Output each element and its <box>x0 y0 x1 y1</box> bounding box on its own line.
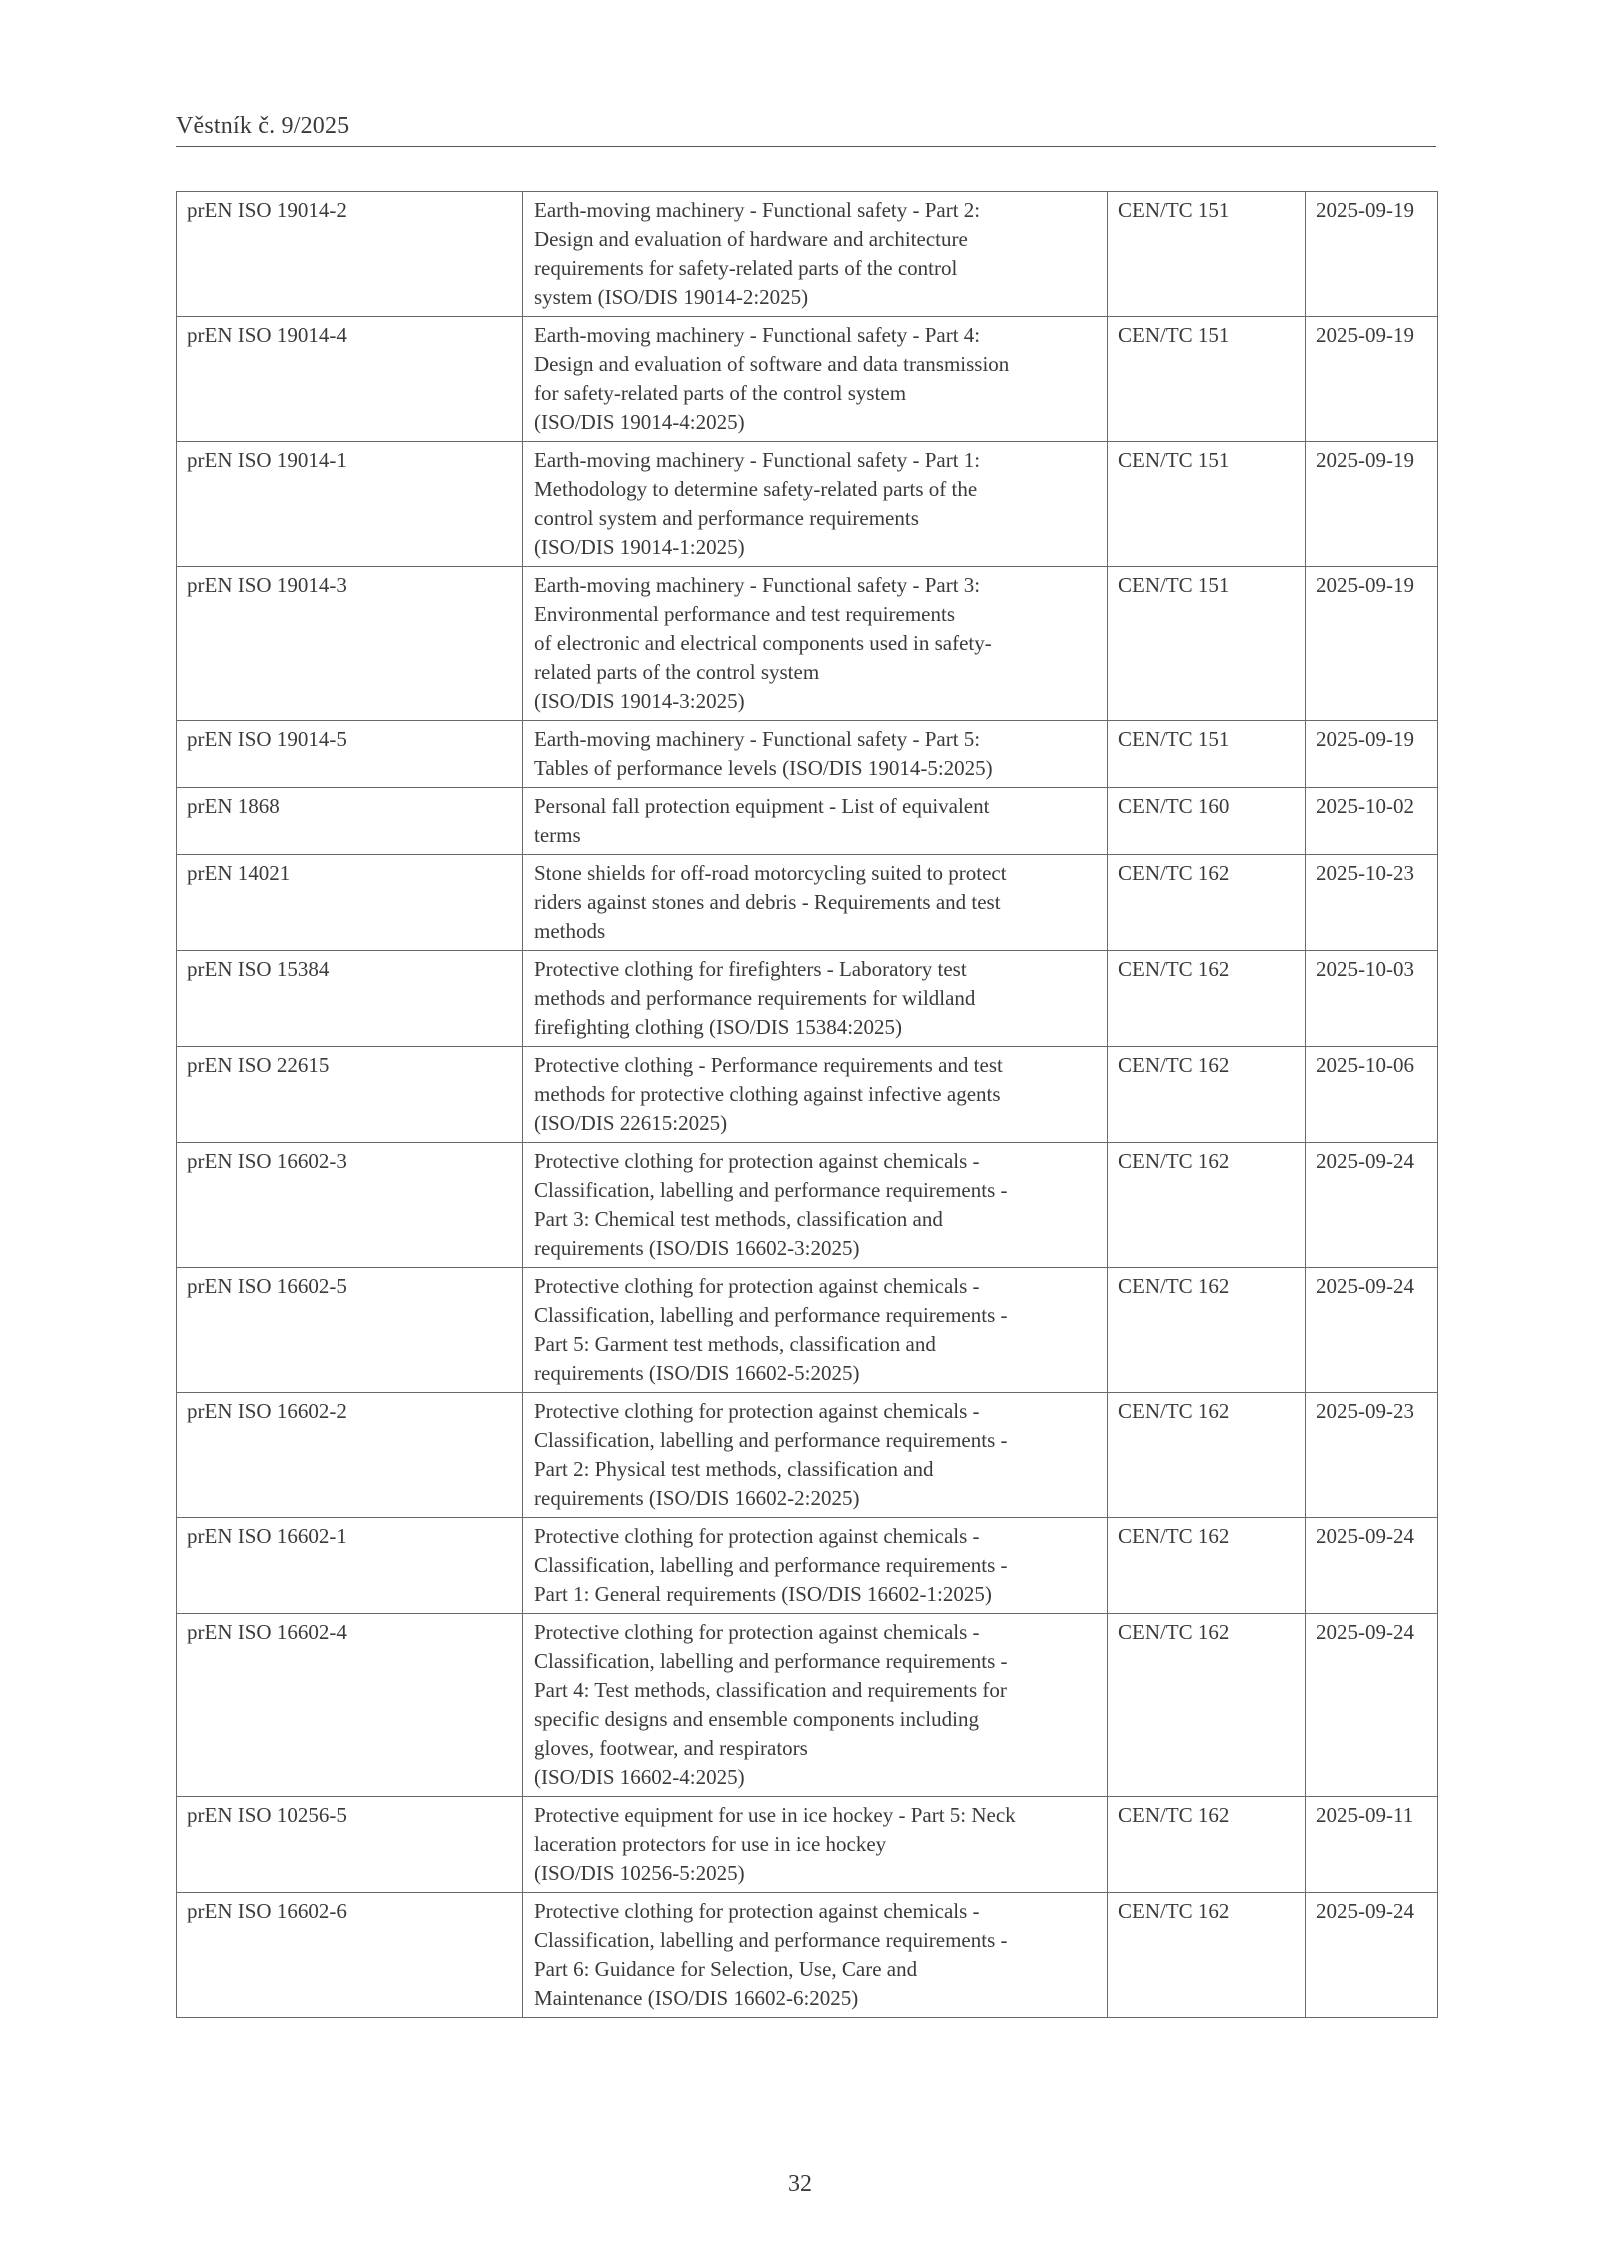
standard-title-line: system (ISO/DIS 19014-2:2025) <box>534 285 809 309</box>
standard-code-cell: prEN ISO 19014-3 <box>177 567 523 721</box>
standard-title-line: (ISO/DIS 22615:2025) <box>534 1111 728 1135</box>
standard-title-line: Part 1: General requirements (ISO/DIS 16602-1:2025) <box>534 1582 992 1606</box>
standards-table-body <box>177 192 1438 2018</box>
standard-code-cell: prEN ISO 10256-5 <box>177 1797 523 1893</box>
comment-deadline-cell: 2025-09-19 <box>1306 567 1438 721</box>
standard-code-cell: prEN ISO 22615 <box>177 1047 523 1143</box>
standard-title-line: requirements (ISO/DIS 16602-5:2025) <box>534 1361 860 1385</box>
standard-title-line: Tables of performance levels (ISO/DIS 19014-5:2025) <box>534 756 993 780</box>
table-row <box>177 788 1438 855</box>
standard-title-cell <box>523 721 1108 788</box>
standard-title-cell <box>523 1893 1108 2018</box>
standard-title-cell <box>523 1393 1108 1518</box>
standard-title-line: Part 4: Test methods, classification and requirements for <box>534 1678 1007 1702</box>
standard-title-line: Protective clothing for protection against chemicals - <box>534 1620 980 1644</box>
standard-title-line: Environmental performance and test requirements <box>534 602 956 626</box>
comment-deadline-cell: 2025-09-24 <box>1306 1893 1438 2018</box>
comment-deadline-cell: 2025-10-23 <box>1306 855 1438 951</box>
standard-title-line: Design and evaluation of software and data transmission <box>534 352 1010 376</box>
standard-title-line: Protective clothing for protection against chemicals - <box>534 1899 980 1923</box>
table-row <box>177 855 1438 951</box>
technical-committee-cell: CEN/TC 151 <box>1108 721 1306 788</box>
table-row <box>177 721 1438 788</box>
technical-committee-cell: CEN/TC 162 <box>1108 1268 1306 1393</box>
standard-title-line: Stone shields for off-road motorcycling suited to protect <box>534 861 1007 885</box>
standard-title-line: control system and performance requirements <box>534 506 919 530</box>
standard-title-line: Classification, labelling and performance requirements - <box>534 1428 1008 1452</box>
standard-title-line: Protective clothing - Performance requirements and test <box>534 1053 1003 1077</box>
table-row <box>177 1047 1438 1143</box>
standard-title-line: laceration protectors for use in ice hockey <box>534 1832 887 1856</box>
standard-title-cell <box>523 951 1108 1047</box>
standard-title-line: methods <box>534 919 606 943</box>
standard-title-cell <box>523 192 1108 317</box>
standard-title-line: Maintenance (ISO/DIS 16602-6:2025) <box>534 1986 859 2010</box>
technical-committee-cell: CEN/TC 151 <box>1108 317 1306 442</box>
page-number: 32 <box>788 2171 812 2197</box>
bulletin-title: Věstník č. 9/2025 <box>176 113 350 139</box>
standard-title-cell <box>523 1047 1108 1143</box>
standard-title-line: methods and performance requirements for wildland <box>534 986 976 1010</box>
standard-title-cell <box>523 855 1108 951</box>
standard-title-line: Classification, labelling and performance requirements - <box>534 1178 1008 1202</box>
technical-committee-cell: CEN/TC 162 <box>1108 951 1306 1047</box>
standards-table-container <box>176 191 1437 2018</box>
standard-title-cell <box>523 1797 1108 1893</box>
technical-committee-cell: CEN/TC 162 <box>1108 1518 1306 1614</box>
standard-title-line: Protective clothing for protection against chemicals - <box>534 1524 980 1548</box>
comment-deadline-cell: 2025-09-19 <box>1306 317 1438 442</box>
technical-committee-cell: CEN/TC 162 <box>1108 855 1306 951</box>
table-row <box>177 1797 1438 1893</box>
standard-title-line: Earth-moving machinery - Functional safety - Part 4: <box>534 323 981 347</box>
standard-title-line: terms <box>534 823 581 847</box>
standard-title-cell <box>523 567 1108 721</box>
comment-deadline-cell: 2025-09-19 <box>1306 721 1438 788</box>
comment-deadline-cell: 2025-09-19 <box>1306 442 1438 567</box>
standard-code-cell: prEN ISO 19014-1 <box>177 442 523 567</box>
table-row <box>177 567 1438 721</box>
standard-code-cell: prEN ISO 16602-6 <box>177 1893 523 2018</box>
standard-title-line: Design and evaluation of hardware and architecture <box>534 227 968 251</box>
standard-title-line: (ISO/DIS 19014-1:2025) <box>534 535 745 559</box>
table-row <box>177 951 1438 1047</box>
standard-title-line: requirements (ISO/DIS 16602-3:2025) <box>534 1236 860 1260</box>
standard-title-line: Earth-moving machinery - Functional safety - Part 3: <box>534 573 981 597</box>
standard-title-line: of electronic and electrical components used in safety- <box>534 631 992 655</box>
standard-title-line: Classification, labelling and performance requirements - <box>534 1928 1008 1952</box>
standard-title-line: Earth-moving machinery - Functional safety - Part 2: <box>534 198 981 222</box>
standard-title-line: (ISO/DIS 19014-3:2025) <box>534 689 745 713</box>
table-row <box>177 1393 1438 1518</box>
technical-committee-cell: CEN/TC 162 <box>1108 1893 1306 2018</box>
technical-committee-cell: CEN/TC 151 <box>1108 442 1306 567</box>
standard-title-line: Part 6: Guidance for Selection, Use, Care and <box>534 1957 918 1981</box>
standard-title-line: firefighting clothing (ISO/DIS 15384:2025) <box>534 1015 903 1039</box>
standard-title-line: Earth-moving machinery - Functional safety - Part 1: <box>534 448 981 472</box>
table-row <box>177 317 1438 442</box>
standard-title-line: requirements (ISO/DIS 16602-2:2025) <box>534 1486 860 1510</box>
page-header <box>176 113 1436 147</box>
table-row <box>177 1268 1438 1393</box>
standard-title-line: (ISO/DIS 16602-4:2025) <box>534 1765 745 1789</box>
standard-title-line: requirements for safety-related parts of the control <box>534 256 958 280</box>
table-row <box>177 442 1438 567</box>
technical-committee-cell: CEN/TC 162 <box>1108 1797 1306 1893</box>
standard-title-line: Protective clothing for firefighters - Laboratory test <box>534 957 967 981</box>
standard-title-line: Part 5: Garment test methods, classification and <box>534 1332 936 1356</box>
standard-title-line: Protective equipment for use in ice hockey - Part 5: Neck <box>534 1803 1016 1827</box>
table-row <box>177 1614 1438 1797</box>
standard-title-line: Personal fall protection equipment - List of equivalent <box>534 794 990 818</box>
standard-title-line: Earth-moving machinery - Functional safety - Part 5: <box>534 727 981 751</box>
standard-title-line: (ISO/DIS 10256-5:2025) <box>534 1861 745 1885</box>
technical-committee-cell: CEN/TC 162 <box>1108 1143 1306 1268</box>
standard-code-cell: prEN ISO 16602-5 <box>177 1268 523 1393</box>
comment-deadline-cell: 2025-09-24 <box>1306 1518 1438 1614</box>
standard-title-line: (ISO/DIS 19014-4:2025) <box>534 410 745 434</box>
comment-deadline-cell: 2025-09-11 <box>1306 1797 1438 1893</box>
standard-code-cell: prEN ISO 15384 <box>177 951 523 1047</box>
comment-deadline-cell: 2025-09-19 <box>1306 192 1438 317</box>
comment-deadline-cell: 2025-09-23 <box>1306 1393 1438 1518</box>
standard-title-cell <box>523 788 1108 855</box>
standard-code-cell: prEN ISO 19014-5 <box>177 721 523 788</box>
technical-committee-cell: CEN/TC 162 <box>1108 1047 1306 1143</box>
standard-title-line: Classification, labelling and performance requirements - <box>534 1553 1008 1577</box>
standard-title-line: Protective clothing for protection against chemicals - <box>534 1149 980 1173</box>
comment-deadline-cell: 2025-10-06 <box>1306 1047 1438 1143</box>
table-row <box>177 1143 1438 1268</box>
standards-table <box>176 191 1438 2018</box>
standard-code-cell: prEN ISO 16602-1 <box>177 1518 523 1614</box>
comment-deadline-cell: 2025-10-03 <box>1306 951 1438 1047</box>
standard-title-line: Classification, labelling and performance requirements - <box>534 1649 1008 1673</box>
standard-title-line: Protective clothing for protection against chemicals - <box>534 1399 980 1423</box>
standard-title-cell <box>523 1143 1108 1268</box>
standard-code-cell: prEN ISO 19014-2 <box>177 192 523 317</box>
standard-title-line: Part 3: Chemical test methods, classification and <box>534 1207 943 1231</box>
standard-title-line: Protective clothing for protection against chemicals - <box>534 1274 980 1298</box>
standard-title-line: related parts of the control system <box>534 660 820 684</box>
comment-deadline-cell: 2025-09-24 <box>1306 1614 1438 1797</box>
comment-deadline-cell: 2025-09-24 <box>1306 1143 1438 1268</box>
standard-title-cell <box>523 1614 1108 1797</box>
standard-title-line: specific designs and ensemble components including <box>534 1707 979 1731</box>
standard-title-cell <box>523 317 1108 442</box>
standard-title-cell <box>523 442 1108 567</box>
standard-title-cell <box>523 1268 1108 1393</box>
standard-title-line: methods for protective clothing against infective agents <box>534 1082 1001 1106</box>
standard-title-line: for safety-related parts of the control system <box>534 381 907 405</box>
standard-code-cell: prEN 14021 <box>177 855 523 951</box>
technical-committee-cell: CEN/TC 162 <box>1108 1614 1306 1797</box>
standard-title-line: gloves, footwear, and respirators <box>534 1736 808 1760</box>
standard-title-line: Methodology to determine safety-related parts of the <box>534 477 978 501</box>
technical-committee-cell: CEN/TC 162 <box>1108 1393 1306 1518</box>
technical-committee-cell: CEN/TC 151 <box>1108 567 1306 721</box>
standard-code-cell: prEN ISO 16602-4 <box>177 1614 523 1797</box>
comment-deadline-cell: 2025-10-02 <box>1306 788 1438 855</box>
standard-title-line: Part 2: Physical test methods, classification and <box>534 1457 934 1481</box>
technical-committee-cell: CEN/TC 160 <box>1108 788 1306 855</box>
comment-deadline-cell: 2025-09-24 <box>1306 1268 1438 1393</box>
standard-code-cell: prEN ISO 16602-3 <box>177 1143 523 1268</box>
table-row <box>177 192 1438 317</box>
standard-title-line: Classification, labelling and performance requirements - <box>534 1303 1008 1327</box>
standard-code-cell: prEN ISO 19014-4 <box>177 317 523 442</box>
table-row <box>177 1518 1438 1614</box>
table-row <box>177 1893 1438 2018</box>
technical-committee-cell: CEN/TC 151 <box>1108 192 1306 317</box>
standard-title-line: riders against stones and debris - Requirements and test <box>534 890 1001 914</box>
standard-title-cell <box>523 1518 1108 1614</box>
standard-code-cell: prEN 1868 <box>177 788 523 855</box>
standard-code-cell: prEN ISO 16602-2 <box>177 1393 523 1518</box>
